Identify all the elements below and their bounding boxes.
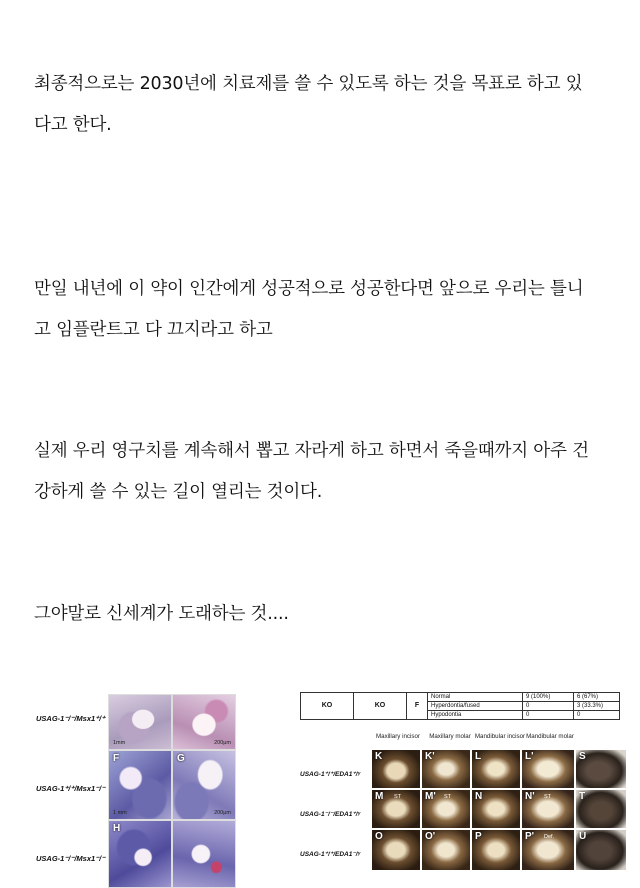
tooth-photo bbox=[422, 750, 470, 788]
tooth-photo bbox=[472, 790, 520, 828]
table-cell: Hyperdontia/fused bbox=[428, 702, 523, 711]
panel-label: H bbox=[113, 823, 121, 834]
paragraph-4 bbox=[34, 594, 624, 635]
paragraph-line: 다고 한다. bbox=[34, 115, 112, 135]
panel-label: M bbox=[375, 791, 384, 802]
table-cell: Normal bbox=[428, 693, 523, 702]
tooth-photo bbox=[372, 830, 420, 870]
results-table bbox=[300, 692, 620, 720]
panel-label: P' bbox=[525, 831, 535, 842]
scale-bar-label: 200μm bbox=[214, 740, 231, 746]
tooth-photo bbox=[522, 750, 574, 788]
figure bbox=[0, 688, 640, 888]
panel-label: S bbox=[579, 751, 586, 762]
genotype-label: USAG-1⁺/⁺/EDA1⁻/ʸ bbox=[300, 851, 361, 858]
paragraph-line: 최종적으로는 2030년에 치료제를 쓸 수 있도록 하는 것을 목표로 하고 있 bbox=[34, 74, 583, 94]
column-header: Mandibular incisor bbox=[474, 733, 526, 740]
table-cell: 6 (67%) bbox=[574, 693, 620, 702]
paragraph-1 bbox=[34, 64, 624, 146]
table-cell: KO bbox=[354, 693, 407, 720]
histology-image bbox=[172, 820, 236, 888]
table-cell: 0 bbox=[523, 702, 574, 711]
genotype-label: USAG-1⁺/⁺/Msx1⁻/⁻ bbox=[36, 784, 106, 793]
column-header: Mandibular molar bbox=[526, 733, 574, 740]
tooth-photo bbox=[522, 830, 574, 870]
paragraph-line: 만일 내년에 이 약이 인간에게 성공적으로 성공한다면 앞으로 우리는 틀니 bbox=[34, 279, 584, 299]
column-header: Maxillary molar bbox=[429, 733, 471, 740]
histology-image bbox=[172, 750, 236, 820]
genotype-label: USAG-1⁻/⁻/Msx1⁺/⁺ bbox=[36, 714, 106, 723]
table-cell: 0 bbox=[574, 711, 620, 720]
table-cell: KO bbox=[301, 693, 354, 720]
panel-label: O' bbox=[425, 831, 436, 842]
paragraph-line: 그야말로 신세계가 도래하는 것.... bbox=[34, 604, 289, 624]
histology-image bbox=[108, 750, 172, 820]
tooth-photo bbox=[472, 830, 520, 870]
annotation-label: ST bbox=[544, 794, 552, 800]
panel-label: P bbox=[475, 831, 482, 842]
paragraph-line: 강하게 쓸 수 있는 길이 열리는 것이다. bbox=[34, 482, 323, 502]
tooth-photo bbox=[422, 790, 470, 828]
table-cell: 9 (100%) bbox=[523, 693, 574, 702]
histology-image bbox=[172, 694, 236, 750]
panel-label: O bbox=[375, 831, 383, 842]
panel-label: K' bbox=[425, 751, 435, 762]
genotype-label: USAG-1⁺/⁺/EDA1⁺/ʸ bbox=[300, 771, 361, 778]
mouse-photo bbox=[576, 790, 626, 828]
table-cell: 3 (33.3%) bbox=[574, 702, 620, 711]
panel-label: F bbox=[113, 753, 120, 764]
table-cell: Hypodontia bbox=[428, 711, 523, 720]
annotation-label: ST bbox=[394, 794, 402, 800]
panel-label: L' bbox=[525, 751, 534, 762]
column-header: Maxillary incisor bbox=[375, 733, 420, 740]
table-row bbox=[301, 693, 620, 702]
panel-label: G bbox=[177, 753, 185, 764]
mouse-photo bbox=[576, 750, 626, 788]
genotype-label: USAG-1⁻/⁻/EDA1⁺/ʸ bbox=[300, 811, 361, 818]
paragraph-2 bbox=[34, 269, 624, 351]
genotype-label: USAG-1⁻/⁻/Msx1⁻/⁻ bbox=[36, 854, 106, 863]
tooth-photo bbox=[372, 790, 420, 828]
panel-label: M' bbox=[425, 791, 436, 802]
mouse-photo bbox=[576, 830, 626, 870]
histology-image bbox=[108, 694, 172, 750]
paragraph-line: 고 임플란트고 다 끄지라고 하고 bbox=[34, 320, 273, 340]
annotation-label: ST bbox=[444, 794, 452, 800]
annotation-label: Def. bbox=[544, 834, 555, 840]
panel-label: K bbox=[375, 751, 383, 762]
histology-figure bbox=[30, 688, 240, 888]
tooth-phenotype-figure bbox=[300, 688, 630, 888]
scale-bar-label: 200μm bbox=[214, 810, 231, 816]
tooth-photo bbox=[422, 830, 470, 870]
histology-image bbox=[108, 820, 172, 888]
table-cell: 0 bbox=[523, 711, 574, 720]
panel-label: N bbox=[475, 791, 483, 802]
panel-label: T bbox=[579, 791, 586, 802]
panel-label: U bbox=[579, 831, 587, 842]
panel-label: L bbox=[475, 751, 482, 762]
table-cell: F bbox=[407, 693, 428, 720]
panel-label: N' bbox=[525, 791, 535, 802]
tooth-photo bbox=[472, 750, 520, 788]
scale-bar-label: 1mm bbox=[113, 740, 126, 746]
paragraph-3 bbox=[34, 431, 624, 513]
paragraph-line: 실제 우리 영구치를 계속해서 뽑고 자라게 하고 하면서 죽을때까지 아주 건 bbox=[34, 441, 589, 461]
scale-bar-label: 1 mm bbox=[113, 810, 127, 816]
tooth-photo bbox=[372, 750, 420, 788]
tooth-photo bbox=[522, 790, 574, 828]
